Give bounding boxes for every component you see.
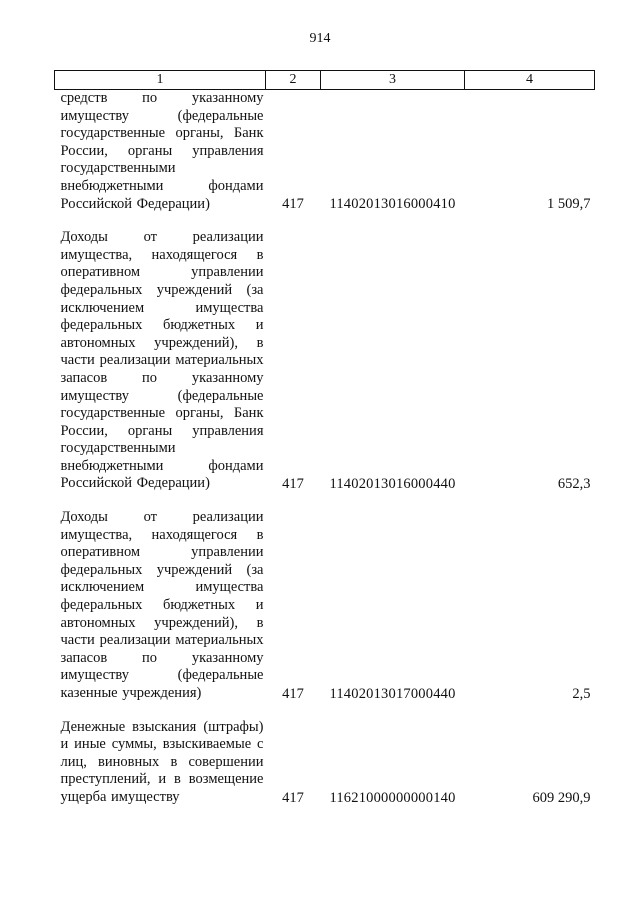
page-number: 914 [309, 31, 331, 46]
row-kbk-code: 11621000000000140 [329, 789, 456, 806]
row-amount: 2,5 [572, 685, 591, 702]
row-description: Доходы от реализации имущества, находящегося в оперативном управлении федеральных учреждений (за исключением имущества федеральных бюджетных и автономных учреждений), в части реализации материальных запасов по указанному имуществу (федеральные государственные органы, Банк России, органы управления государственными внебюджетными фондами Российской Федерации) [60, 229, 264, 492]
row-description: Денежные взыскания (штрафы) и иные суммы, взыскиваемые с лиц, виновных в совершении преступлений, и в возмещение ущерба имуществу [60, 718, 264, 805]
table-row [55, 493, 595, 703]
row-admin-code: 417 [282, 476, 304, 493]
table-row [55, 703, 595, 807]
header-col-4: 4 [465, 71, 595, 90]
row-amount: 1 509,7 [547, 196, 591, 213]
header-col-2: 2 [266, 71, 321, 90]
row-amount: 652,3 [557, 476, 591, 493]
row-admin-code: 417 [282, 196, 304, 213]
header-col-1: 1 [55, 71, 266, 90]
table-header-row [55, 71, 595, 90]
table-row [55, 90, 595, 214]
row-admin-code: 417 [282, 685, 304, 702]
row-description: Доходы от реализации имущества, находящегося в оперативном управлении федеральных учреждений (за исключением имущества федеральных бюджетных и автономных учреждений), в части реализации материальных запасов по указанному имуществу (федеральные казенные учреждения) [60, 509, 264, 701]
table-row [55, 213, 595, 493]
row-kbk-code: 11402013016000410 [329, 196, 456, 213]
row-kbk-code: 11402013016000440 [329, 476, 456, 493]
header-col-3: 3 [321, 71, 465, 90]
budget-table [54, 70, 595, 807]
row-description: средств по указанному имуществу (федеральные государственные органы, Банк России, органы управления государственными внебюджетными фондами Российской Федерации) [60, 90, 264, 212]
row-kbk-code: 11402013017000440 [329, 685, 456, 702]
row-amount: 609 290,9 [532, 789, 591, 806]
row-admin-code: 417 [282, 789, 304, 806]
